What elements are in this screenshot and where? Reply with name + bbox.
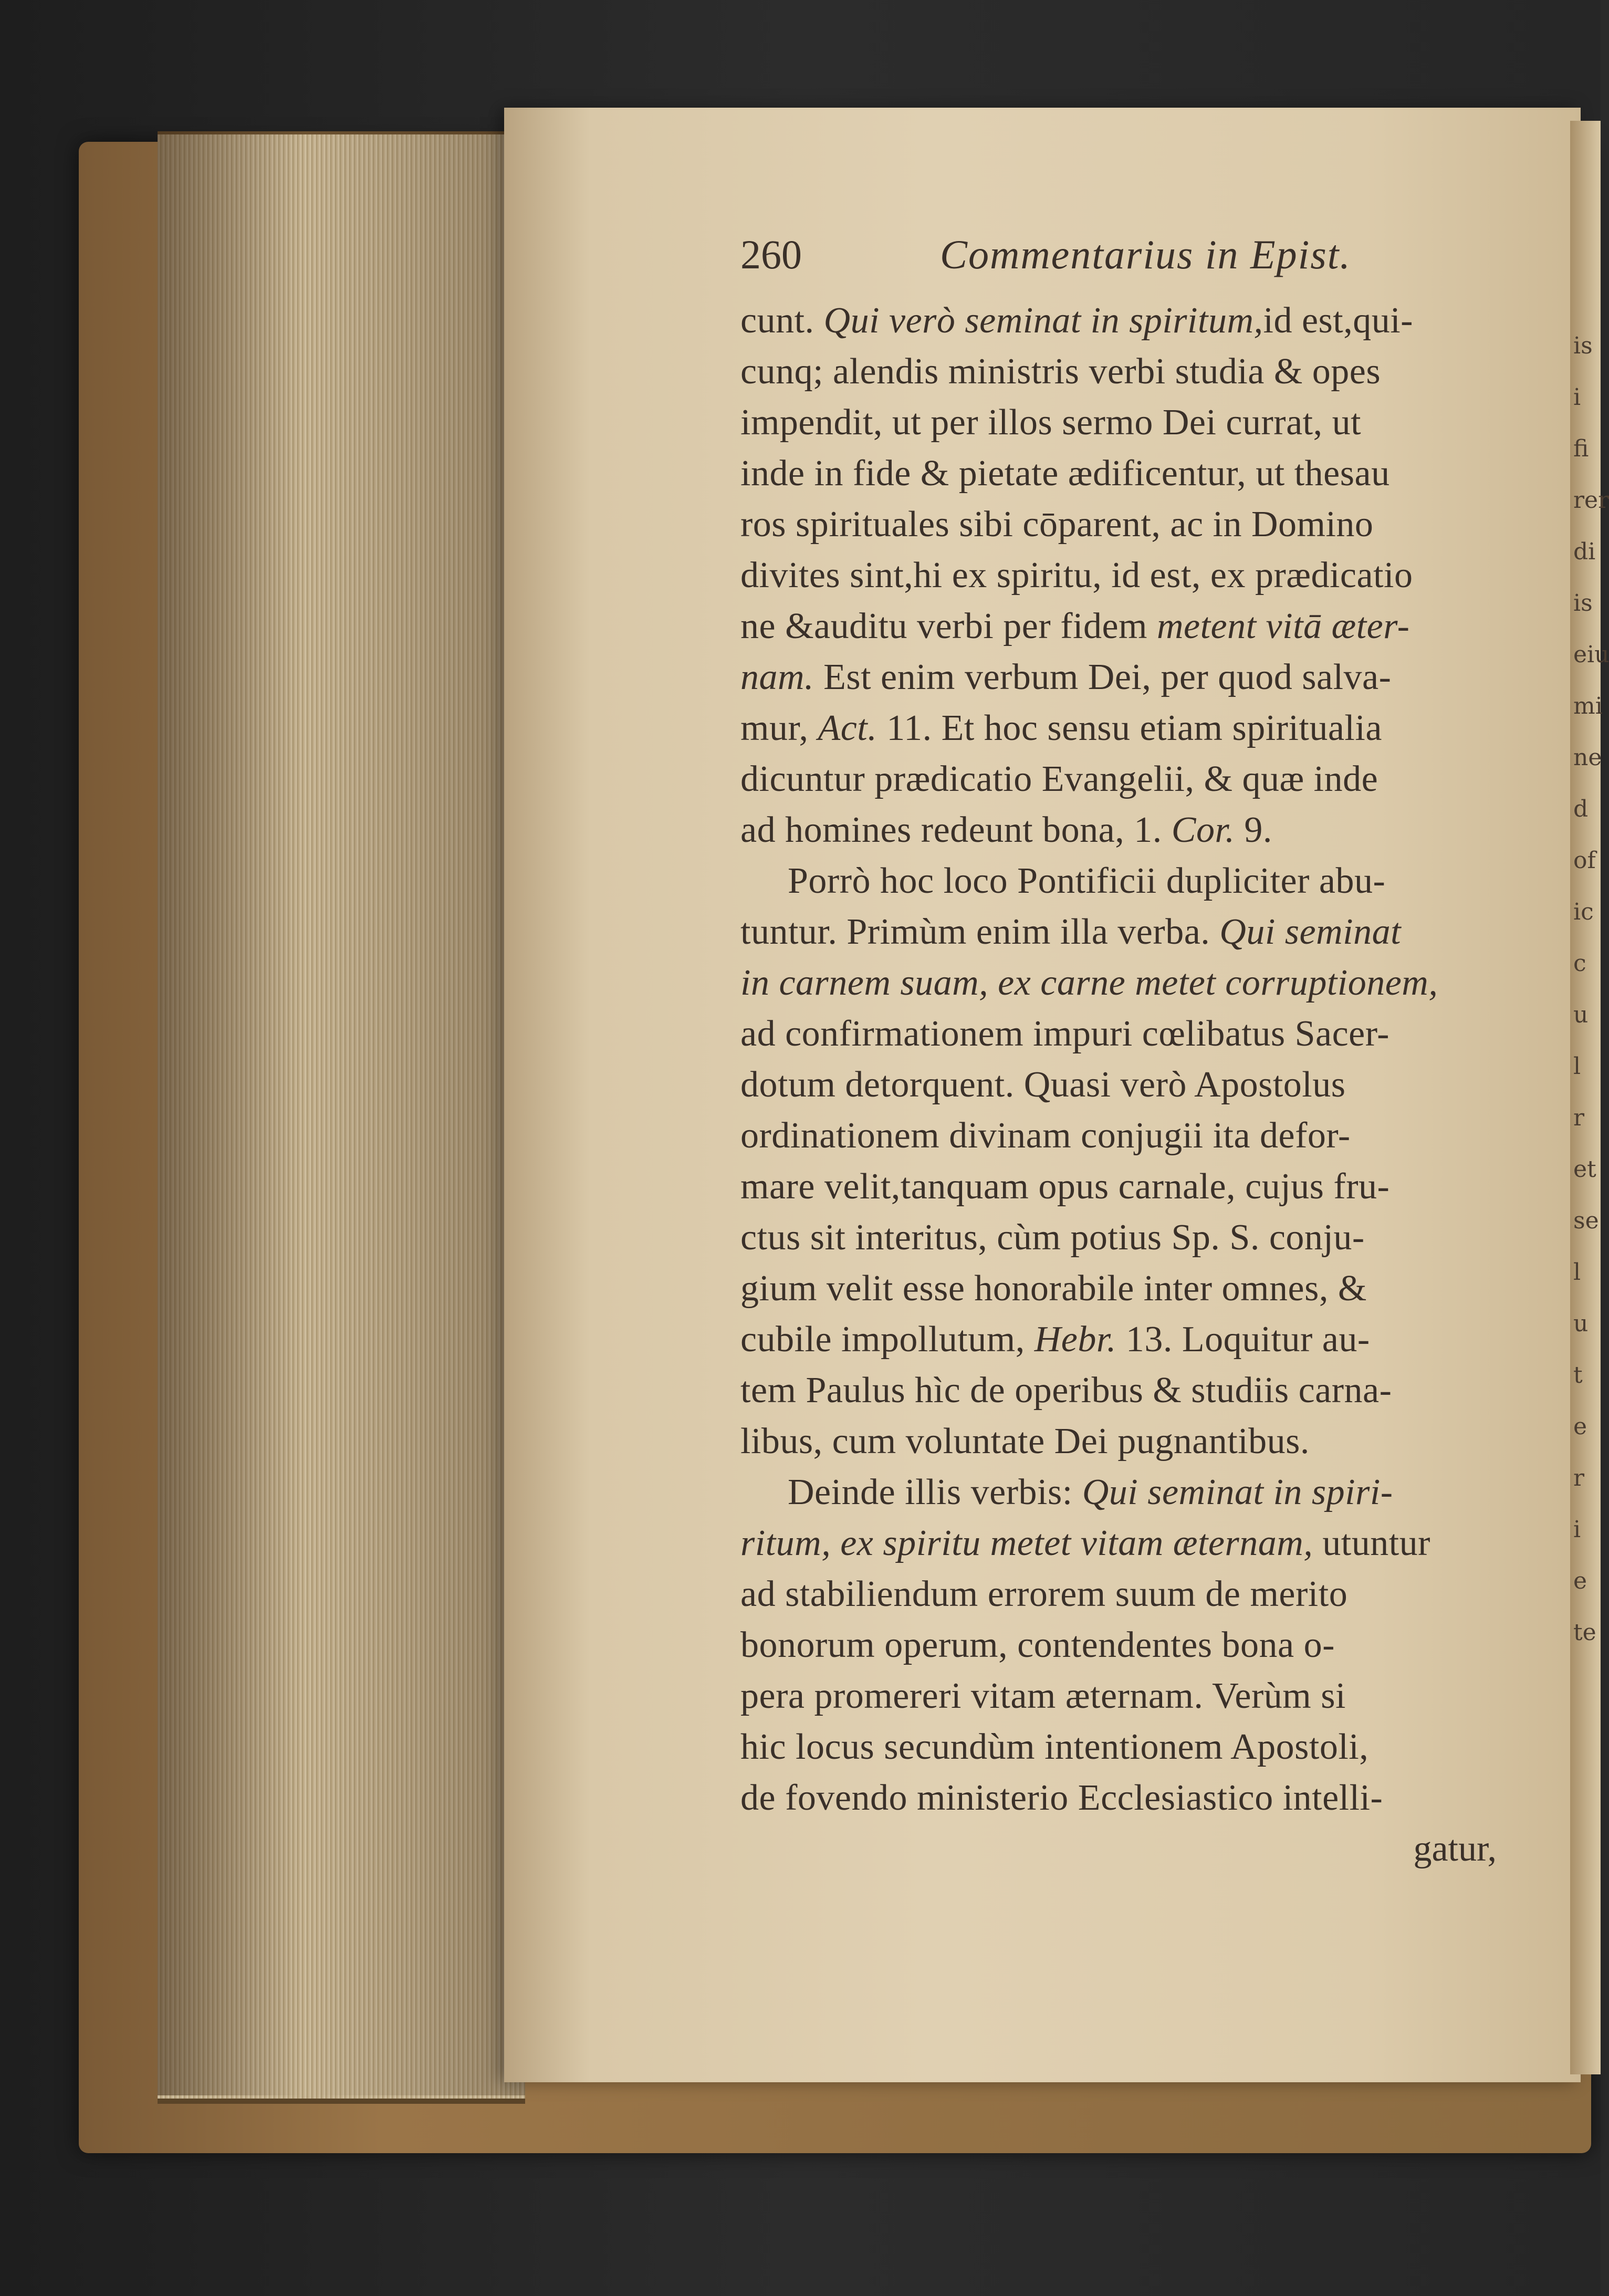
text-line (740, 855, 1528, 906)
right-page-fragment: ic (1573, 899, 1594, 925)
right-page-fragment: l (1573, 1053, 1581, 1080)
text-segment: gium velit esse honorabile inter omnes, & (740, 1268, 1367, 1309)
italic-segment: Cor. (1171, 810, 1235, 850)
text-segment: mur, (740, 708, 818, 748)
italic-segment: nam. (740, 657, 814, 697)
right-page-fragment: r (1573, 1465, 1585, 1491)
text-line (740, 1671, 1528, 1721)
text-line (740, 906, 1528, 957)
italic-segment: metent vitā æter- (1156, 606, 1410, 646)
right-page-fragment: eiu (1573, 641, 1609, 668)
right-page-fragment: is (1573, 590, 1593, 617)
right-page-fragment: c (1573, 950, 1586, 977)
page-content (740, 231, 1528, 1874)
right-page-fragment: ne (1573, 744, 1602, 771)
running-title: Commentarius in Epist. (940, 232, 1351, 277)
text-segment: de fovendo ministerio Ecclesiastico intelli- (740, 1778, 1383, 1818)
text-line (740, 1772, 1528, 1823)
right-page-fragment: u (1573, 1310, 1589, 1337)
right-page-fragment: e (1573, 1568, 1587, 1594)
text-line (740, 1161, 1528, 1212)
italic-segment: Act. (818, 708, 877, 748)
right-page-fragment: l (1573, 1259, 1581, 1286)
text-line (740, 1365, 1528, 1416)
right-page-fragment: r (1573, 1104, 1585, 1131)
text-segment: pera promereri vitam æternam. Verùm si (740, 1676, 1346, 1716)
italic-segment: Qui seminat in spiri- (1082, 1472, 1393, 1512)
text-line (740, 1059, 1528, 1110)
text-segment: mare velit,tanquam opus carnale, cujus fru- (740, 1166, 1390, 1207)
text-segment: hic locus secundùm intentionem Apostoli, (740, 1727, 1369, 1767)
text-segment: divites sint,hi ex spiritu, id est, ex prædicatio (740, 555, 1413, 596)
text-line (740, 703, 1528, 754)
text-line (740, 550, 1528, 601)
right-page-fragment: t (1573, 1362, 1583, 1389)
text-line (740, 601, 1528, 652)
text-segment: ros spirituales sibi cōparent, ac in Domino (740, 504, 1374, 545)
right-page-fragment: i (1573, 384, 1581, 411)
right-page-fragments (1573, 320, 1609, 1658)
text-segment: id est,qui- (1263, 300, 1413, 341)
text-segment: tem Paulus hìc de operibus & studiis carna- (740, 1370, 1392, 1411)
text-segment: libus, cum voluntate Dei pugnantibus. (740, 1421, 1310, 1462)
text-line (740, 754, 1528, 805)
italic-segment: Qui verò seminat in spiritum, (823, 300, 1263, 341)
right-page-fragment: di (1573, 538, 1596, 565)
text-segment: 11. Et hoc sensu etiam spiritualia (877, 708, 1382, 748)
text-segment: utuntur (1313, 1523, 1430, 1563)
text-line (740, 1467, 1528, 1518)
right-page-fragment: u (1573, 1001, 1589, 1028)
text-line (740, 805, 1528, 855)
text-line (740, 1212, 1528, 1263)
text-segment: Deinde illis verbis: (788, 1472, 1082, 1512)
text-segment: impendit, ut per illos sermo Dei currat, ut (740, 402, 1362, 443)
catchword: gatur, (1413, 1829, 1497, 1869)
text-segment: ad homines redeunt bona, 1. (740, 810, 1172, 850)
right-page-fragment: se (1573, 1207, 1599, 1234)
italic-segment: Qui seminat (1219, 912, 1402, 952)
text-segment: ctus sit interitus, cùm potius Sp. S. conju- (740, 1217, 1365, 1258)
text-line (740, 448, 1528, 499)
right-page-fragment: e (1573, 1413, 1587, 1440)
text-segment: Porrò hoc loco Pontificii dupliciter abu- (788, 861, 1386, 901)
right-page-fragment: mi (1573, 693, 1603, 719)
text-segment: tuntur. Primùm enim illa verba. (740, 912, 1220, 952)
right-page-fragment: et (1573, 1156, 1596, 1183)
text-segment: ordinationem divinam conjugii ita defor- (740, 1115, 1351, 1156)
right-page-fragment: fi (1573, 435, 1589, 462)
text-line (740, 1569, 1528, 1620)
text-line (740, 1263, 1528, 1314)
text-line (740, 499, 1528, 550)
right-page-fragment: i (1573, 1516, 1581, 1543)
text-line (740, 1721, 1528, 1772)
italic-segment: ritum, ex spiritu metet vitam æternam, (740, 1523, 1313, 1563)
text-segment: ad stabiliendum errorem suum de merito (740, 1574, 1348, 1614)
right-page-fragment: of (1573, 847, 1596, 874)
text-line (740, 1416, 1528, 1467)
text-segment: bonorum operum, contendentes bona o- (740, 1625, 1335, 1665)
right-page-fragment: rer (1573, 487, 1609, 514)
text-segment: ne &auditu verbi per fidem (740, 606, 1157, 646)
text-segment: 13. Loquitur au- (1116, 1319, 1370, 1360)
right-page-edge (1570, 121, 1609, 2074)
text-segment: Est enim verbum Dei, per quod salva- (814, 657, 1392, 697)
page-header (740, 231, 1528, 289)
text-line (740, 295, 1528, 346)
text-segment: dicuntur prædicatio Evangelii, & quæ inde (740, 759, 1378, 799)
right-page-fragment: te (1573, 1619, 1596, 1646)
text-body (740, 295, 1528, 1823)
italic-segment: Hebr. (1034, 1319, 1116, 1360)
text-line (740, 397, 1528, 448)
right-page-fragment: d (1573, 796, 1589, 822)
page-edges-shadow (158, 131, 525, 2095)
text-segment: cunq; alendis ministris verbi studia & opes (740, 351, 1381, 392)
text-segment: cubile impollutum, (740, 1319, 1035, 1360)
text-segment: ad confirmationem impuri cœlibatus Sacer- (740, 1014, 1389, 1054)
text-line (740, 1518, 1528, 1569)
text-segment: 9. (1235, 810, 1272, 850)
text-line (740, 1620, 1528, 1671)
text-line (740, 346, 1528, 397)
text-line (740, 652, 1528, 703)
text-line (740, 1314, 1528, 1365)
text-line (740, 1110, 1528, 1161)
right-page-fragment: is (1573, 332, 1593, 359)
text-line (740, 957, 1528, 1008)
text-line (740, 1008, 1528, 1059)
text-segment: dotum detorquent. Quasi verò Apostolus (740, 1064, 1346, 1105)
italic-segment: in carnem suam, ex carne metet corruptionem, (740, 963, 1438, 1003)
page-number: 260 (740, 232, 802, 277)
text-segment: cunt. (740, 300, 824, 341)
text-segment: inde in fide & pietate ædificentur, ut thesau (740, 453, 1390, 494)
